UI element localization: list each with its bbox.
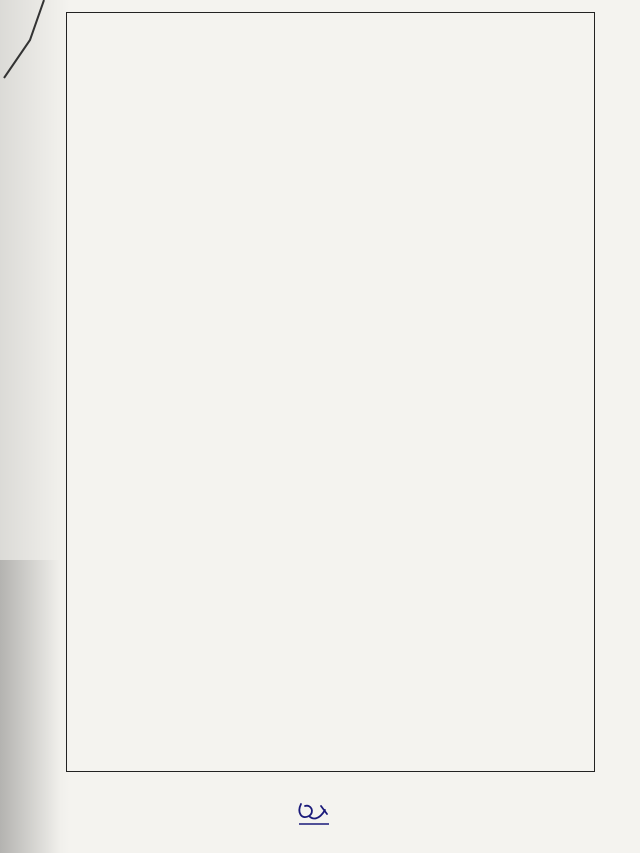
page-shadow-bottom (0, 560, 60, 853)
village-table (66, 12, 595, 772)
handwritten-page-number (295, 798, 335, 828)
page-fold-mark (0, 0, 60, 90)
